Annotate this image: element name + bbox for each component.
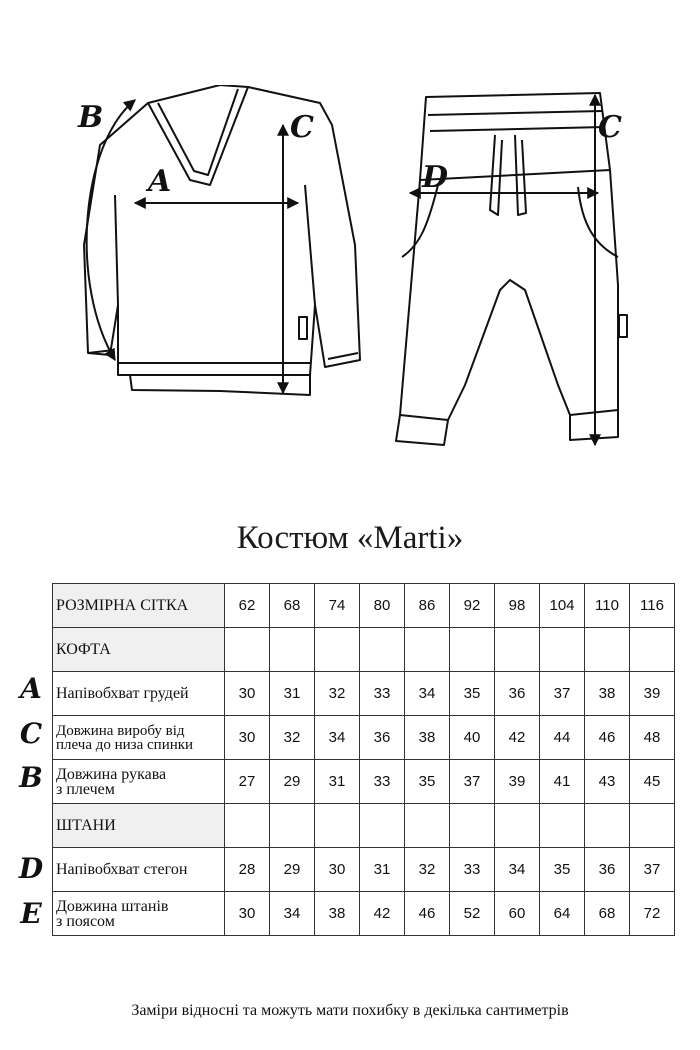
value-cell: 36: [585, 848, 630, 892]
value-cell: 30: [225, 892, 270, 936]
value-cell: 34: [495, 848, 540, 892]
section-row-top: [53, 628, 675, 672]
value-cell: 46: [585, 716, 630, 760]
value-cell: 31: [270, 672, 315, 716]
value-cell: 46: [405, 892, 450, 936]
row-label-line: з плечем: [56, 780, 115, 798]
value-cell: 60: [495, 892, 540, 936]
value-cell: 39: [495, 760, 540, 804]
value-cell: 30: [315, 848, 360, 892]
value-cell: 35: [540, 848, 585, 892]
row-marker-d: D: [18, 852, 44, 885]
table-row: [53, 760, 675, 804]
size-cell: 104: [540, 584, 585, 628]
value-cell: 34: [315, 716, 360, 760]
value-cell: 32: [405, 848, 450, 892]
value-cell: 27: [225, 760, 270, 804]
value-cell: 42: [495, 716, 540, 760]
value-cell: 33: [360, 672, 405, 716]
size-cell: 62: [225, 584, 270, 628]
value-cell: 40: [450, 716, 495, 760]
row-label-line: Напівобхват стегон: [56, 861, 188, 878]
table-header-label: РОЗМІРНА СІТКА: [53, 584, 225, 628]
value-cell: 37: [540, 672, 585, 716]
value-cell: 31: [360, 848, 405, 892]
table-row: [53, 716, 675, 760]
row-label-hips: [53, 848, 225, 892]
value-cell: 29: [270, 760, 315, 804]
value-cell: 37: [630, 848, 675, 892]
value-cell: 41: [540, 760, 585, 804]
value-cell: 37: [450, 760, 495, 804]
value-cell: 64: [540, 892, 585, 936]
value-cell: 30: [225, 672, 270, 716]
section-label-pants: ШТАНИ: [53, 804, 225, 848]
table-row: [53, 848, 675, 892]
row-label-chest: [53, 672, 225, 716]
size-cell: 98: [495, 584, 540, 628]
size-cell: 68: [270, 584, 315, 628]
value-cell: 44: [540, 716, 585, 760]
size-cell: 116: [630, 584, 675, 628]
value-cell: 33: [450, 848, 495, 892]
value-cell: 32: [315, 672, 360, 716]
pants-measure-lines: [410, 95, 598, 445]
page-title: Костюм «Marti»: [236, 520, 464, 556]
value-cell: 38: [585, 672, 630, 716]
size-table: [52, 583, 675, 936]
footer-note: Заміри відносні та можуть мати похибку в декілька сантиметрів: [131, 1002, 569, 1019]
value-cell: 31: [315, 760, 360, 804]
value-cell: 52: [450, 892, 495, 936]
value-cell: 38: [405, 716, 450, 760]
value-cell: 33: [360, 760, 405, 804]
row-label-pants-length: [53, 892, 225, 936]
value-cell: 35: [450, 672, 495, 716]
size-cell: 80: [360, 584, 405, 628]
row-label-line: Напівобхват грудей: [56, 685, 189, 702]
marker-d-pants: D: [422, 160, 449, 195]
size-cell: 74: [315, 584, 360, 628]
row-label-line: Довжина штанів: [56, 897, 169, 915]
sweater-drawing: [84, 85, 360, 395]
pants-drawing: [396, 93, 627, 445]
value-cell: 39: [630, 672, 675, 716]
size-cell: 86: [405, 584, 450, 628]
value-cell: 38: [315, 892, 360, 936]
size-cell: 110: [585, 584, 630, 628]
row-marker-a: A: [20, 672, 42, 705]
value-cell: 42: [360, 892, 405, 936]
value-cell: 28: [225, 848, 270, 892]
marker-a-top: A: [148, 164, 172, 199]
value-cell: 45: [630, 760, 675, 804]
marker-b-top: B: [78, 100, 104, 135]
value-cell: 36: [360, 716, 405, 760]
value-cell: 30: [225, 716, 270, 760]
value-cell: 36: [495, 672, 540, 716]
size-cell: 92: [450, 584, 495, 628]
row-label-sleeve: [53, 760, 225, 804]
table-row: [53, 672, 675, 716]
row-marker-b: B: [19, 761, 43, 794]
value-cell: 34: [405, 672, 450, 716]
row-label-length: [53, 716, 225, 760]
value-cell: 72: [630, 892, 675, 936]
table-row: [53, 892, 675, 936]
row-label-line: з поясом: [56, 912, 115, 930]
value-cell: 34: [270, 892, 315, 936]
row-marker-c: C: [19, 717, 43, 750]
garment-illustration: [70, 85, 650, 465]
value-cell: 48: [630, 716, 675, 760]
value-cell: 29: [270, 848, 315, 892]
value-cell: 35: [405, 760, 450, 804]
row-label-line: Довжина рукава: [56, 765, 167, 783]
section-label-top: КОФТА: [53, 628, 225, 672]
marker-c-top: C: [290, 110, 314, 145]
row-marker-e: E: [20, 897, 42, 930]
marker-c-pants: C: [598, 110, 622, 145]
section-row-pants: [53, 804, 675, 848]
value-cell: 68: [585, 892, 630, 936]
value-cell: 32: [270, 716, 315, 760]
row-label-line: плеча до низа спинки: [56, 736, 194, 753]
row-label-line: Довжина виробу від: [56, 722, 185, 739]
table-header-row: [53, 584, 675, 628]
value-cell: 43: [585, 760, 630, 804]
